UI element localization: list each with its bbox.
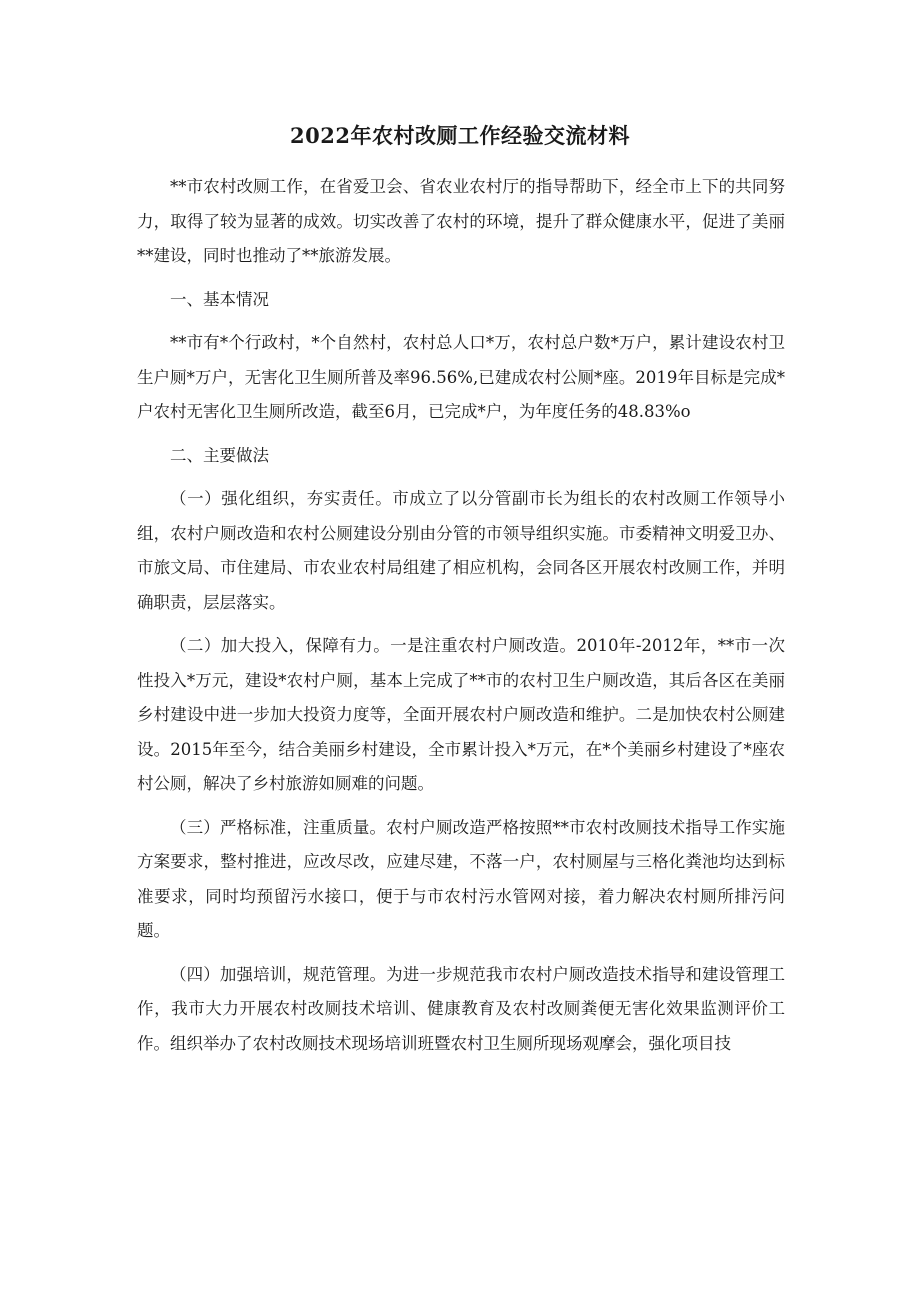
section-heading-main-practices: 二、主要做法 bbox=[170, 445, 269, 465]
practice-paragraph-3: （三）严格标准，注重质量。农村户厕改造严格按照**市农村改厕技术指导工作实施方案要求，整村推进，应改尽改，应建尽建，不落一户，农村厕屋与三格化粪池均达到标准要求，同时均预留污水接口，便于与市农村污水管网对接，着力解决农村厕所排污问题。 bbox=[137, 817, 785, 940]
practice-paragraph-4: （四）加强培训，规范管理。为进一步规范我市农村户厕改造技术指导和建设管理工作，我市大力开展农村改厕技术培训、健康教育及农村改厕粪便无害化效果监测评价工作。组织举办了农村改厕技术现场培训班暨农村卫生厕所现场观摩会，强化项目技 bbox=[137, 964, 785, 1053]
document-body bbox=[137, 170, 785, 1070]
basic-situation-paragraph: **市有*个行政村，*个自然村，农村总人口*万，农村总户数*万户，累计建设农村卫生户厕*万户，无害化卫生厕所普及率96.56%,已建成农村公厕*座。2019年目标是完成*户农村无害化卫生厕所改造，截至6月，已完成*户，为年度任务的48.83%o bbox=[137, 333, 785, 421]
practice-paragraph-1: （一）强化组织，夯实责任。市成立了以分管副市长为组长的农村改厕工作领导小组，农村户厕改造和农村公厕建设分别由分管的市领导组织实施。市委精神文明爱卫办、市旅文局、市住建局、市农业农村局组建了相应机构，会同各区开展农村改厕工作，并明确职责，层层落实。 bbox=[137, 489, 785, 612]
practice-paragraph-2: （二）加大投入，保障有力。一是注重农村户厕改造。2010年-2012年，**市一次性投入*万元，建设*农村户厕，基本上完成了**市的农村卫生户厕改造，其后各区在美丽乡村建设中进一步加大投资力度等，全面开展农村户厕改造和维护。二是加快农村公厕建设。2015年至今，结合美丽乡村建设，全市累计投入*万元，在*个美丽乡村建设了*座农村公厕，解决了乡村旅游如厕难的问题。 bbox=[137, 636, 785, 793]
section-heading-basic-situation: 一、基本情况 bbox=[170, 289, 269, 309]
intro-paragraph: **市农村改厕工作，在省爱卫会、省农业农村厅的指导帮助下，经全市上下的共同努力，取得了较为显著的成效。切实改善了农村的环境，提升了群众健康水平，促进了美丽**建设，同时也推动了**旅游发展。 bbox=[137, 177, 785, 265]
document-title: 2022年农村改厕工作经验交流材料 bbox=[290, 123, 630, 148]
